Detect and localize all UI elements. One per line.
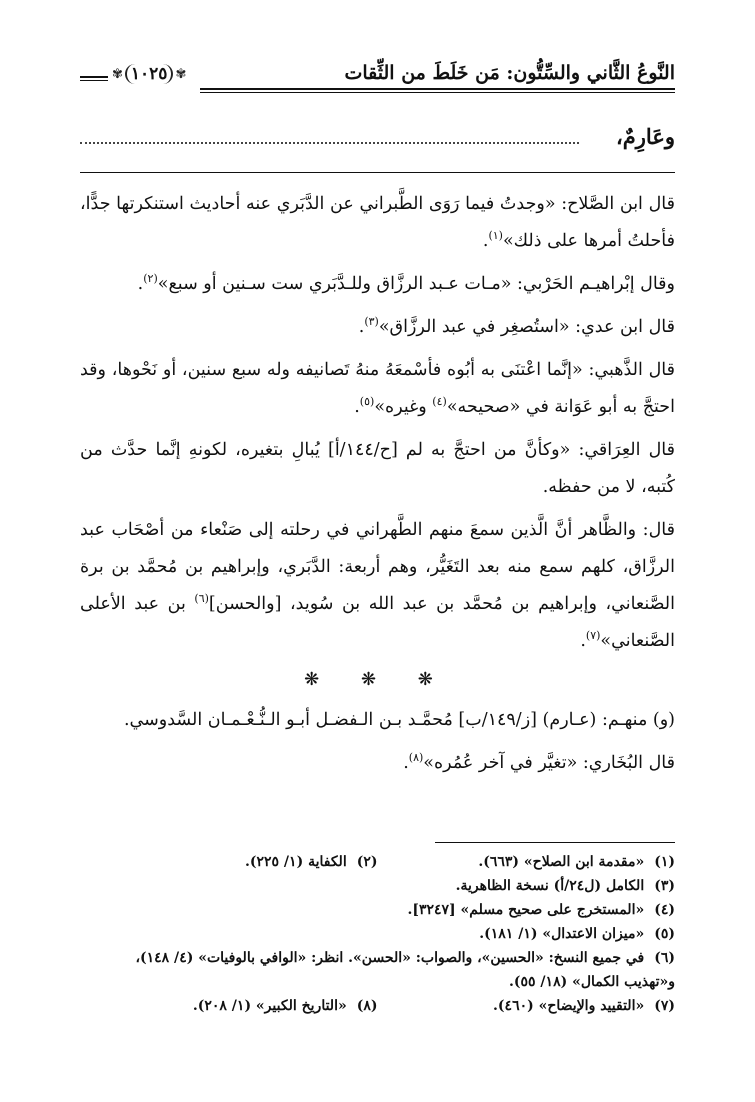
section-separator: ❋ ❋ ❋ (304, 669, 451, 690)
section-title: وعَارِمٌ، (616, 124, 675, 149)
paragraph: قال ابن الصَّلاح: «وجدتُ فيما رَوَى الطَّبراني عن الدَّبَري عنه أحاديث استنكرتها جدًّا، فأحلتُ أمرها على ذلك»$^{(١)}$. (80, 194, 675, 251)
footnote-row (80, 994, 675, 1018)
running-header (80, 62, 675, 102)
footnote-ref: (١) (488, 229, 503, 243)
footnote: (١)«مقدمة ابن الصلاح» (٦٦٣). (478, 854, 675, 870)
paragraph: قال البُخَاري: «تغيَّر في آخر عُمُره»$^{(٨)}$. (403, 751, 675, 773)
footnote: (٣)الكامل (ل٢٤/أ) نسخة الظاهرية. (455, 878, 675, 894)
footnote: (٨)«التاريخ الكبير» (١/ ٢٠٨). (192, 998, 378, 1014)
footnotes (80, 850, 675, 1018)
section-rule (80, 172, 675, 173)
footnote: (٢)الكفاية (١/ ٢٢٥). (244, 854, 378, 870)
paragraph: (و) منهـم: (عـارم) [ز/١٤٩/ب] مُحمَّـد بـن الـفضـل أبـو الـنُّـعْـمـان السَّدوسي. (123, 710, 675, 730)
page-number: ١٠٢٥ (125, 64, 174, 84)
header-rule (200, 88, 675, 93)
footnote-ref: (٦) (194, 592, 209, 606)
footnote-rule (435, 842, 675, 843)
dotted-leader (80, 142, 579, 144)
footnote-ref: (٥) (359, 395, 375, 409)
body-text (80, 186, 675, 788)
paragraph: قال الذَّهبي: «إنَّما اعْتنَى به أبُوه فأسْمعَهُ منهُ تَصانيفه وله سبع سنين، أو نَحْوها، وقد احتجَّ به أبو عَوَانة في «صحيحه»$^{(٤)}$ وغيره»$^{(٥)}$. (80, 360, 675, 417)
footnote-ref: (٢) (143, 272, 158, 286)
footnote-ref: (٣) (364, 315, 379, 329)
footnote: (٧)«التقييد والإيضاح» (٤٦٠). (493, 998, 675, 1014)
footnote-ref: (٧) (585, 629, 601, 643)
ornament-leaf-icon: ✾ (112, 66, 123, 82)
paragraph: قال: والظَّاهر أنَّ الَّذين سمعَ منهم الطَّهراني في رحلته إلى صَنْعاء من أصْحَاب عبد الرزَّاق، كلهم سمع منه بعد التَغَيُّر، وهم أربعة: الدَّبَري، وإبراهيم بن مُحمَّد بن برة الصَّنعاني، وإبراهيم بن مُحمَّد بن عبد الله بن سُويد، [والحسن]$^{(٦)}$ بن عبد الأعلى الصَّنعاني»$^{(٧)}$. (80, 520, 675, 651)
footnote-ref: (٨) (408, 751, 424, 765)
paragraph: قال ابن عدي: «استُصغِر في عبد الرزَّاق»$^{(٣)}$. (358, 315, 675, 337)
footnote-row (80, 850, 675, 874)
section-heading (80, 124, 675, 164)
ornament-leaf-icon: ✾ (175, 66, 187, 82)
paragraph: وقال إبْراهيـم الحَرْبي: «مـات عـبد الرزَّاق وللـدَّبَري ست سـنين أو سبع»$^{(٢)}$. (137, 272, 675, 294)
header-rule-left (80, 76, 108, 81)
footnote: (٤)«المستخرج على صحيح مسلم» [٣٢٤٧]. (407, 902, 675, 918)
paragraph: قال العِرَاقي: «وكأنَّ من احتجَّ به لم [ح/١٤٤/أ] يُبالِ بتغيره، لكونهِ إنَّما حدَّث من كُتبه، لا من حفظه. (80, 440, 675, 497)
footnote: (٦)في جميع النسخ: «الحسين»، والصواب: «الحسن». انظر: «الوافي بالوفيات» (٤/ ١٤٨)، و«تهذيب الكمال» (١٨/ ٥٥). (135, 950, 675, 990)
footnote: (٥)«ميزان الاعتدال» (١/ ١٨١). (479, 926, 675, 942)
chapter-title: النَّوعُ الثَّاني والسِّتُّون: مَن خَلَطَ من الثِّقات (344, 62, 675, 84)
footnote-ref: (٤) (432, 395, 447, 409)
page-number-ornament (112, 64, 186, 84)
